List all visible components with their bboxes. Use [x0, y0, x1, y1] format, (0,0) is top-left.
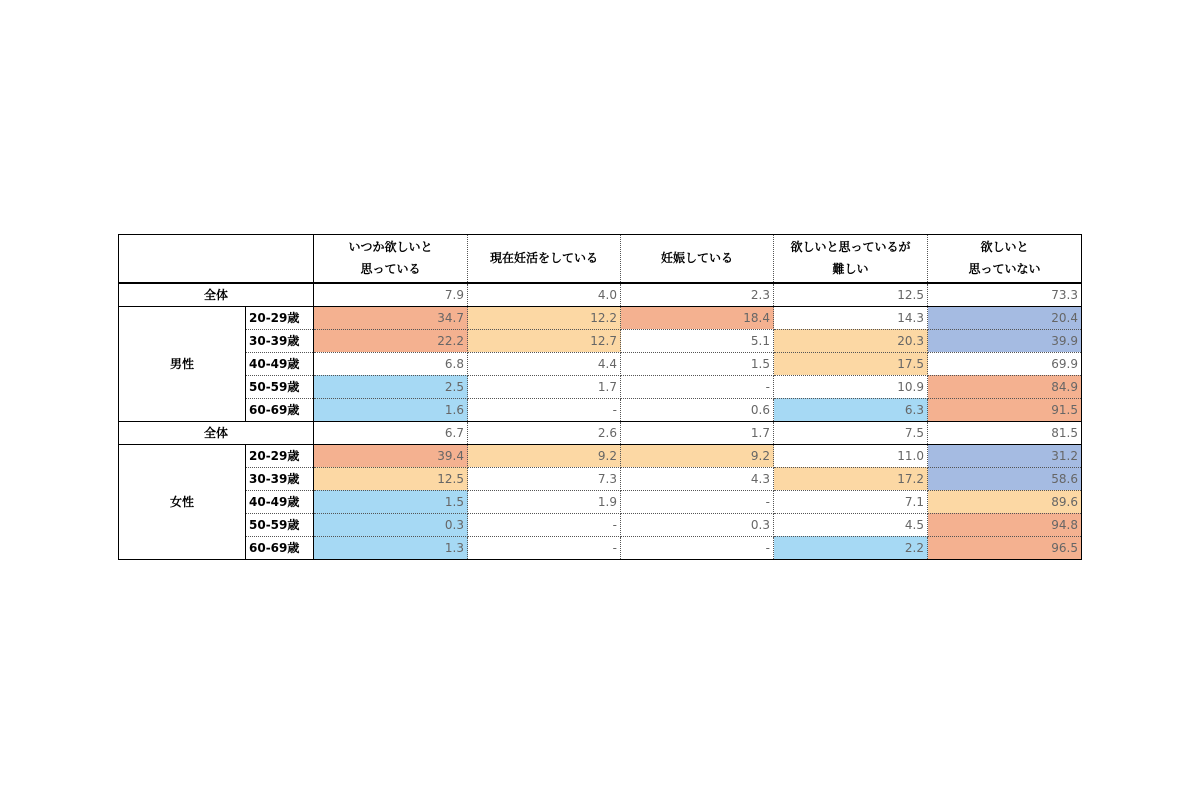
value-cell: 1.9 [468, 490, 621, 513]
value-cell: 17.2 [774, 467, 928, 490]
group-label: 男性 [119, 306, 246, 421]
value-cell: - [468, 398, 621, 421]
value-cell: 1.7 [468, 375, 621, 398]
value-cell: 20.4 [928, 306, 1082, 329]
age-label: 30-39歳 [246, 329, 314, 352]
value-cell: 1.3 [314, 536, 468, 559]
value-cell: 17.5 [774, 352, 928, 375]
header-row [119, 235, 1082, 283]
value-cell: 69.9 [928, 352, 1082, 375]
value-cell: 9.2 [468, 444, 621, 467]
value-cell: 11.0 [774, 444, 928, 467]
age-label: 60-69歳 [246, 536, 314, 559]
total-value-cell: 1.7 [621, 421, 774, 444]
data-table [118, 234, 1082, 560]
total-value-cell: 7.5 [774, 421, 928, 444]
column-header-line2: 思っていない [968, 262, 1041, 277]
data-row [119, 536, 1082, 559]
total-value-cell: 2.3 [621, 283, 774, 307]
age-label: 60-69歳 [246, 398, 314, 421]
value-cell: 91.5 [928, 398, 1082, 421]
value-cell: 12.2 [468, 306, 621, 329]
total-label: 全体 [119, 283, 314, 307]
value-cell: - [621, 490, 774, 513]
value-cell: - [468, 513, 621, 536]
value-cell: 2.2 [774, 536, 928, 559]
value-cell: 0.3 [314, 513, 468, 536]
value-cell: - [468, 536, 621, 559]
data-row [119, 513, 1082, 536]
value-cell: 84.9 [928, 375, 1082, 398]
value-cell: 39.4 [314, 444, 468, 467]
value-cell: 22.2 [314, 329, 468, 352]
value-cell: 31.2 [928, 444, 1082, 467]
value-cell: 5.1 [621, 329, 774, 352]
data-row [119, 306, 1082, 329]
data-row [119, 490, 1082, 513]
data-row [119, 329, 1082, 352]
total-value-cell: 12.5 [774, 283, 928, 307]
value-cell: 58.6 [928, 467, 1082, 490]
value-cell: 20.3 [774, 329, 928, 352]
value-cell: 7.1 [774, 490, 928, 513]
total-value-cell: 81.5 [928, 421, 1082, 444]
value-cell: 4.4 [468, 352, 621, 375]
total-value-cell: 7.9 [314, 283, 468, 307]
data-row [119, 444, 1082, 467]
value-cell: 12.5 [314, 467, 468, 490]
header-blank-group [119, 235, 246, 283]
data-row [119, 352, 1082, 375]
value-cell: 12.7 [468, 329, 621, 352]
value-cell: 0.3 [621, 513, 774, 536]
value-cell: - [621, 536, 774, 559]
value-cell: 18.4 [621, 306, 774, 329]
value-cell: 2.5 [314, 375, 468, 398]
column-header-line1: 現在妊活をしている [489, 251, 598, 266]
value-cell: 14.3 [774, 306, 928, 329]
value-cell: 0.6 [621, 398, 774, 421]
column-header [314, 235, 468, 283]
age-label: 20-29歳 [246, 444, 314, 467]
data-row [119, 398, 1082, 421]
column-header-line2: 難しい [832, 262, 869, 277]
total-value-cell: 73.3 [928, 283, 1082, 307]
age-label: 40-49歳 [246, 490, 314, 513]
value-cell: 4.5 [774, 513, 928, 536]
value-cell: 1.6 [314, 398, 468, 421]
value-cell: 6.3 [774, 398, 928, 421]
column-header [774, 235, 928, 283]
value-cell: 34.7 [314, 306, 468, 329]
data-row [119, 375, 1082, 398]
value-cell: 10.9 [774, 375, 928, 398]
age-label: 40-49歳 [246, 352, 314, 375]
value-cell: 96.5 [928, 536, 1082, 559]
value-cell: 7.3 [468, 467, 621, 490]
age-label: 20-29歳 [246, 306, 314, 329]
value-cell: 4.3 [621, 467, 774, 490]
total-value-cell: 4.0 [468, 283, 621, 307]
value-cell: 1.5 [621, 352, 774, 375]
total-row [119, 283, 1082, 307]
group-label: 女性 [119, 444, 246, 559]
age-label: 30-39歳 [246, 467, 314, 490]
column-header-line1: 欲しいと [980, 240, 1029, 255]
total-value-cell: 6.7 [314, 421, 468, 444]
column-header [468, 235, 621, 283]
value-cell: 39.9 [928, 329, 1082, 352]
column-header [621, 235, 774, 283]
total-row [119, 421, 1082, 444]
total-value-cell: 2.6 [468, 421, 621, 444]
value-cell: 89.6 [928, 490, 1082, 513]
column-header [928, 235, 1082, 283]
value-cell: 94.8 [928, 513, 1082, 536]
column-header-line2: 思っている [360, 262, 421, 277]
column-header-line1: いつか欲しいと [348, 240, 433, 255]
data-row [119, 467, 1082, 490]
value-cell: 9.2 [621, 444, 774, 467]
age-label: 50-59歳 [246, 513, 314, 536]
value-cell: 6.8 [314, 352, 468, 375]
value-cell: - [621, 375, 774, 398]
total-label: 全体 [119, 421, 314, 444]
column-header-line1: 欲しいと思っているが [790, 240, 911, 255]
header-blank-age [246, 235, 314, 283]
age-label: 50-59歳 [246, 375, 314, 398]
column-header-line1: 妊娠している [660, 251, 733, 266]
value-cell: 1.5 [314, 490, 468, 513]
